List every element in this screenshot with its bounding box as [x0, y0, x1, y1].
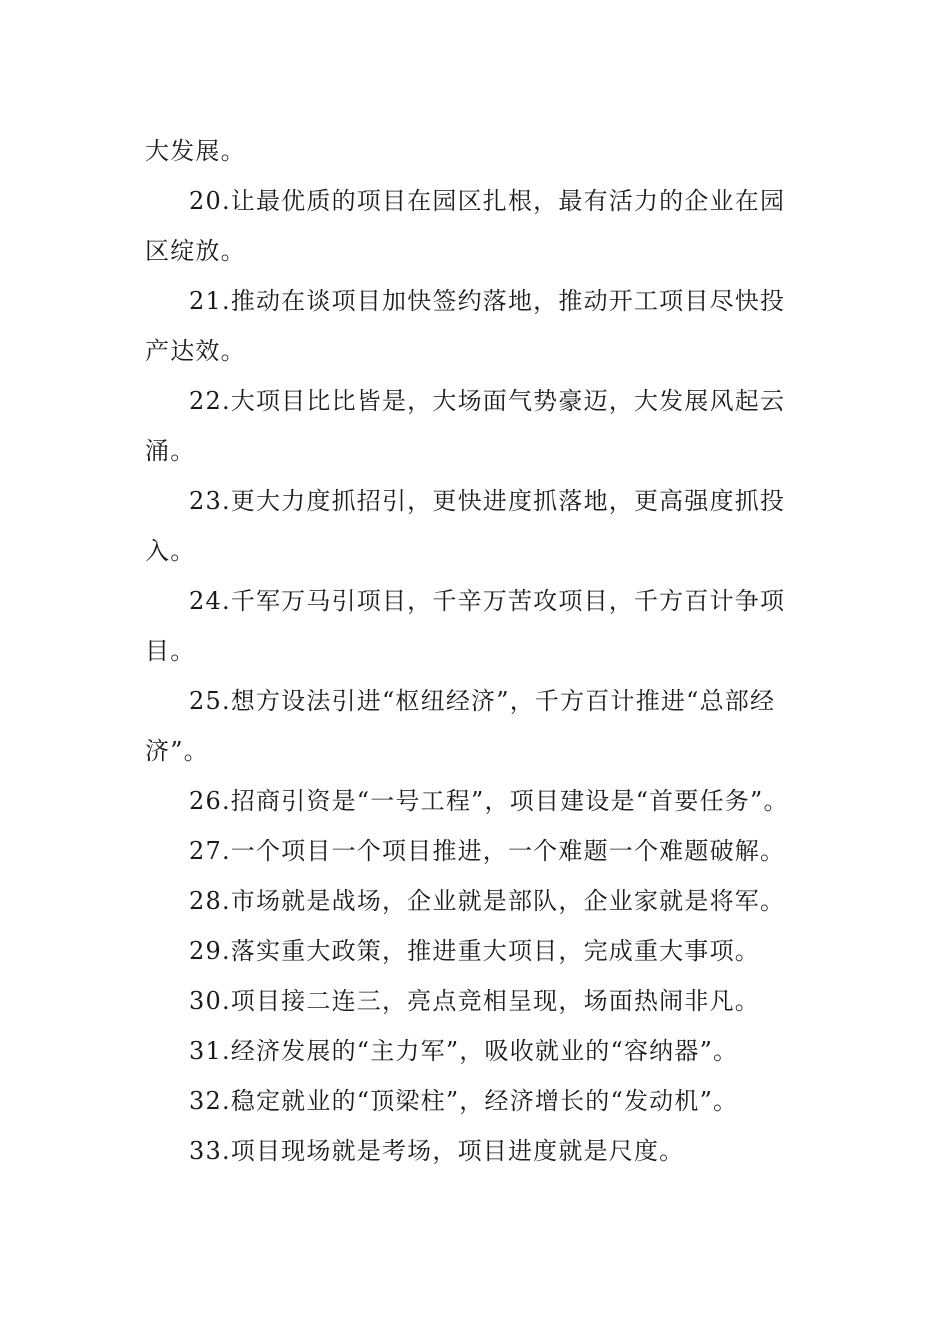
- paragraph-continuation: 大发展。: [145, 137, 246, 165]
- paragraph-item-33: 33.项目现场就是考场，项目进度就是尺度。: [189, 1137, 685, 1165]
- paragraph-item-28: 28.市场就是战场，企业就是部队，企业家就是将军。: [189, 887, 786, 915]
- paragraph-item-27: 27.一个项目一个项目推进，一个难题一个难题破解。: [189, 837, 786, 865]
- paragraph-item-29: 29.落实重大政策，推进重大项目，完成重大事项。: [189, 937, 760, 965]
- paragraph-item-21: 21.推动在谈项目加快签约落地，推动开工项目尽快投产达效。: [145, 287, 786, 365]
- paragraph-item-30: 30.项目接二连三，亮点竞相呈现，场面热闹非凡。: [189, 987, 760, 1015]
- paragraph-item-23: 23.更大力度抓招引，更快进度抓落地，更高强度抓投入。: [145, 487, 786, 565]
- paragraph-item-31: 31.经济发展的“主力军”，吸收就业的“容纳器”。: [189, 1037, 739, 1065]
- paragraph-item-22: 22.大项目比比皆是，大场面气势豪迈，大发展风起云涌。: [145, 387, 786, 465]
- paragraph-item-32: 32.稳定就业的“顶梁柱”，经济增长的“发动机”。: [189, 1087, 739, 1115]
- paragraph-item-20: 20.让最优质的项目在园区扎根，最有活力的企业在园区绽放。: [145, 187, 786, 265]
- paragraph-item-25: 25.想方设法引进“枢纽经济”，千方百计推进“总部经济”。: [145, 687, 776, 765]
- paragraph-item-26: 26.招商引资是“一号工程”，项目建设是“首要任务”。: [189, 787, 789, 815]
- paragraph-item-24: 24.千军万马引项目，千辛万苦攻项目，千方百计争项目。: [145, 587, 786, 665]
- document-body: [145, 126, 810, 1176]
